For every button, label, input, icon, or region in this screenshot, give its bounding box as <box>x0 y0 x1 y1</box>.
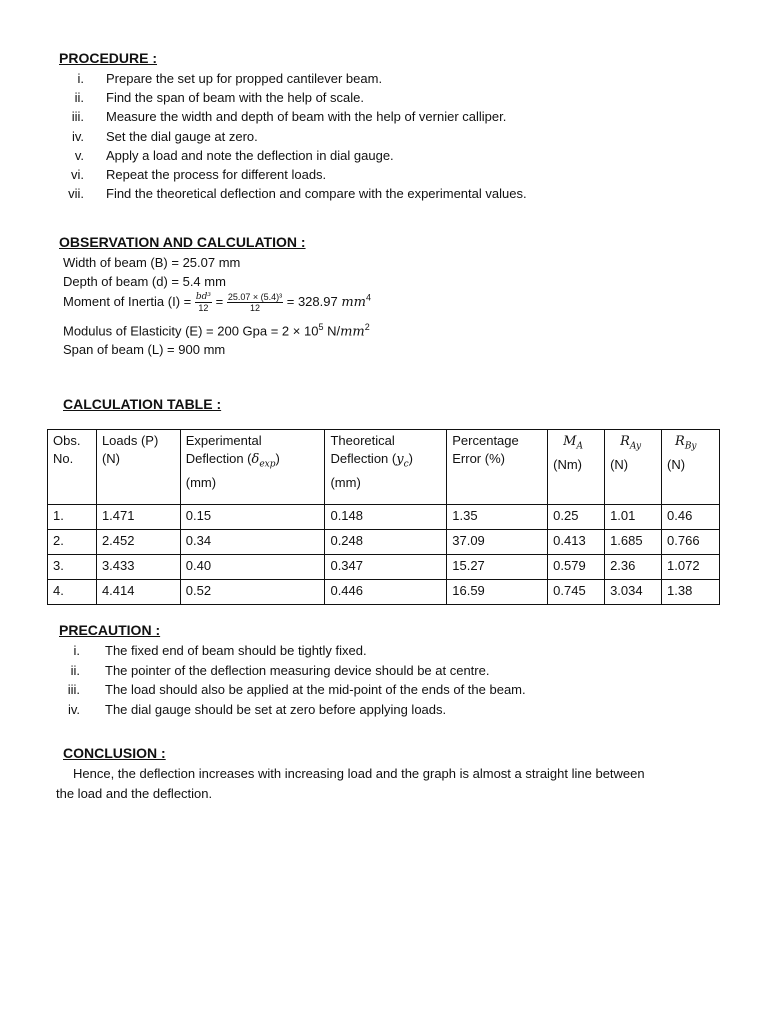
header-line: No. <box>53 451 74 466</box>
modulus-unit-mm: mm <box>340 324 365 340</box>
table-row <box>48 530 720 555</box>
depth-of-beam: Depth of beam (d) = 5.4 mm <box>63 274 226 289</box>
list-text: Set the dial gauge at zero. <box>106 129 258 144</box>
moi-frac1-numerator: bd³ <box>195 292 211 302</box>
modulus-unit-n: N/ <box>323 323 341 339</box>
header-line: (mm) <box>330 474 361 490</box>
moi-fraction-symbolic <box>195 292 212 313</box>
col-header-ma <box>548 430 605 505</box>
col-header-obs <box>48 430 97 505</box>
calculation-table <box>47 429 720 605</box>
header-line: Theoretical <box>330 433 395 448</box>
header-subscript: c <box>403 459 409 470</box>
header-symbol: y <box>396 452 404 467</box>
table-row <box>48 580 720 605</box>
list-numeral: i. <box>77 71 84 86</box>
list-numeral: iv. <box>67 702 80 717</box>
header-line: (N) <box>667 456 686 472</box>
header-line: (N) <box>610 456 629 472</box>
table-cell: 0.148 <box>325 505 447 530</box>
table-row <box>48 505 720 530</box>
header-line: (N) <box>101 451 120 466</box>
table-cell: 0.15 <box>180 505 325 530</box>
table-cell: 37.09 <box>447 530 548 555</box>
list-numeral: iv. <box>71 129 84 144</box>
list-text: Find the theoretical deflection and compare with the experimental values. <box>106 186 527 201</box>
moi-frac2-numerator: 25.07 × (5.4)³ <box>227 292 283 302</box>
list-text: Repeat the process for different loads. <box>106 167 327 182</box>
list-text: The dial gauge should be set at zero before applying loads. <box>105 702 447 717</box>
modulus-unit-exponent: 2 <box>364 322 370 332</box>
span-of-beam: Span of beam (L) = 900 mm <box>63 342 226 357</box>
table-cell: 0.579 <box>548 555 605 580</box>
table-cell: 0.248 <box>325 530 447 555</box>
table-cell: 3.433 <box>96 555 180 580</box>
header-symbol: R <box>675 434 685 449</box>
modulus-of-elasticity <box>63 322 370 339</box>
col-header-rby <box>662 430 720 505</box>
table-cell: 0.347 <box>325 555 447 580</box>
header-line: Loads (P) <box>101 433 159 448</box>
table-cell: 0.766 <box>662 530 720 555</box>
list-text: The load should also be applied at the mid-point of the ends of the beam. <box>105 682 526 697</box>
header-line: Obs. <box>53 433 81 448</box>
table-cell: 0.46 <box>662 505 720 530</box>
list-text: Apply a load and note the deflection in dial gauge. <box>106 148 394 163</box>
col-header-loads <box>96 430 180 505</box>
moi-frac2-denominator: 12 <box>249 303 260 313</box>
moi-result: = 328.97 <box>286 293 338 309</box>
table-cell: 0.446 <box>325 580 447 605</box>
table-cell: 1. <box>48 505 97 530</box>
observation-heading: OBSERVATION AND CALCULATION : <box>59 234 306 250</box>
col-header-theoretical <box>325 430 447 505</box>
header-subscript: A <box>576 441 583 452</box>
col-header-experimental <box>180 430 325 505</box>
table-header-row <box>48 430 720 505</box>
list-numeral: vii. <box>68 186 84 201</box>
list-numeral: i. <box>73 643 80 658</box>
table-cell: 0.34 <box>180 530 325 555</box>
header-line: Deflection ( <box>185 451 252 466</box>
table-cell: 1.685 <box>605 530 662 555</box>
header-line: ) <box>275 451 280 466</box>
col-header-percentage-error <box>447 430 548 505</box>
list-text: Prepare the set up for propped cantilever beam. <box>106 71 383 86</box>
list-numeral: iii. <box>71 109 84 124</box>
calculation-table-heading: CALCULATION TABLE : <box>63 396 222 412</box>
list-numeral: ii. <box>74 90 84 105</box>
conclusion-line-2: the load and the deflection. <box>56 786 213 801</box>
col-header-ray <box>605 430 662 505</box>
table-cell: 4. <box>48 580 97 605</box>
table-cell: 0.40 <box>180 555 325 580</box>
header-line: ) <box>408 451 413 466</box>
moi-fraction-numeric <box>227 292 283 313</box>
table-cell: 1.471 <box>96 505 180 530</box>
table-cell: 3.034 <box>605 580 662 605</box>
list-numeral: iii. <box>67 682 80 697</box>
table-cell: 2. <box>48 530 97 555</box>
moi-label: Moment of Inertia (I) = <box>63 293 195 309</box>
table-cell: 2.36 <box>605 555 662 580</box>
table-cell: 15.27 <box>447 555 548 580</box>
modulus-exponent: 5 <box>318 322 324 332</box>
header-line: (Nm) <box>553 456 583 472</box>
list-text: The fixed end of beam should be tightly fixed. <box>105 643 367 658</box>
list-text: Measure the width and depth of beam with the help of vernier calliper. <box>106 109 507 124</box>
table-cell: 0.413 <box>548 530 605 555</box>
list-text: Find the span of beam with the help of scale. <box>106 90 364 105</box>
table-cell: 2.452 <box>96 530 180 555</box>
header-line: Percentage <box>452 433 519 448</box>
list-numeral: v. <box>74 148 84 163</box>
procedure-heading: PROCEDURE : <box>59 50 158 66</box>
header-line: Experimental <box>185 433 262 448</box>
table-cell: 1.38 <box>662 580 720 605</box>
header-symbol: R <box>620 434 630 449</box>
header-subscript: exp <box>259 459 276 470</box>
header-line: Deflection ( <box>330 451 397 466</box>
header-subscript: Ay <box>629 441 642 452</box>
table-row <box>48 555 720 580</box>
moi-frac1-denominator: 12 <box>198 303 209 313</box>
table-cell: 4.414 <box>96 580 180 605</box>
table-cell: 0.25 <box>548 505 605 530</box>
moi-unit: mm <box>341 294 366 310</box>
table-cell: 0.745 <box>548 580 605 605</box>
modulus-label: Modulus of Elasticity (E) = 200 Gpa = 2 × 10 <box>63 323 319 339</box>
header-symbol: δ <box>251 452 260 467</box>
moi-equals: = <box>215 293 224 309</box>
conclusion-heading: CONCLUSION : <box>63 745 166 761</box>
header-symbol: M <box>563 434 577 449</box>
moment-of-inertia <box>63 292 371 313</box>
width-of-beam: Width of beam (B) = 25.07 mm <box>63 255 241 270</box>
table-cell: 0.52 <box>180 580 325 605</box>
table-cell: 1.35 <box>447 505 548 530</box>
table-cell: 1.01 <box>605 505 662 530</box>
header-subscript: By <box>684 441 697 452</box>
precaution-heading: PRECAUTION : <box>59 622 161 638</box>
list-numeral: ii. <box>70 663 80 678</box>
table-cell: 16.59 <box>447 580 548 605</box>
header-line: Error (%) <box>452 451 505 466</box>
table-cell: 3. <box>48 555 97 580</box>
header-line: (mm) <box>185 474 217 490</box>
list-text: The pointer of the deflection measuring device should be at centre. <box>105 663 490 678</box>
list-numeral: vi. <box>71 167 84 182</box>
conclusion-line-1: Hence, the deflection increases with increasing load and the graph is almost a straight line between <box>73 766 645 781</box>
table-cell: 1.072 <box>662 555 720 580</box>
moi-unit-exponent: 4 <box>366 292 372 303</box>
